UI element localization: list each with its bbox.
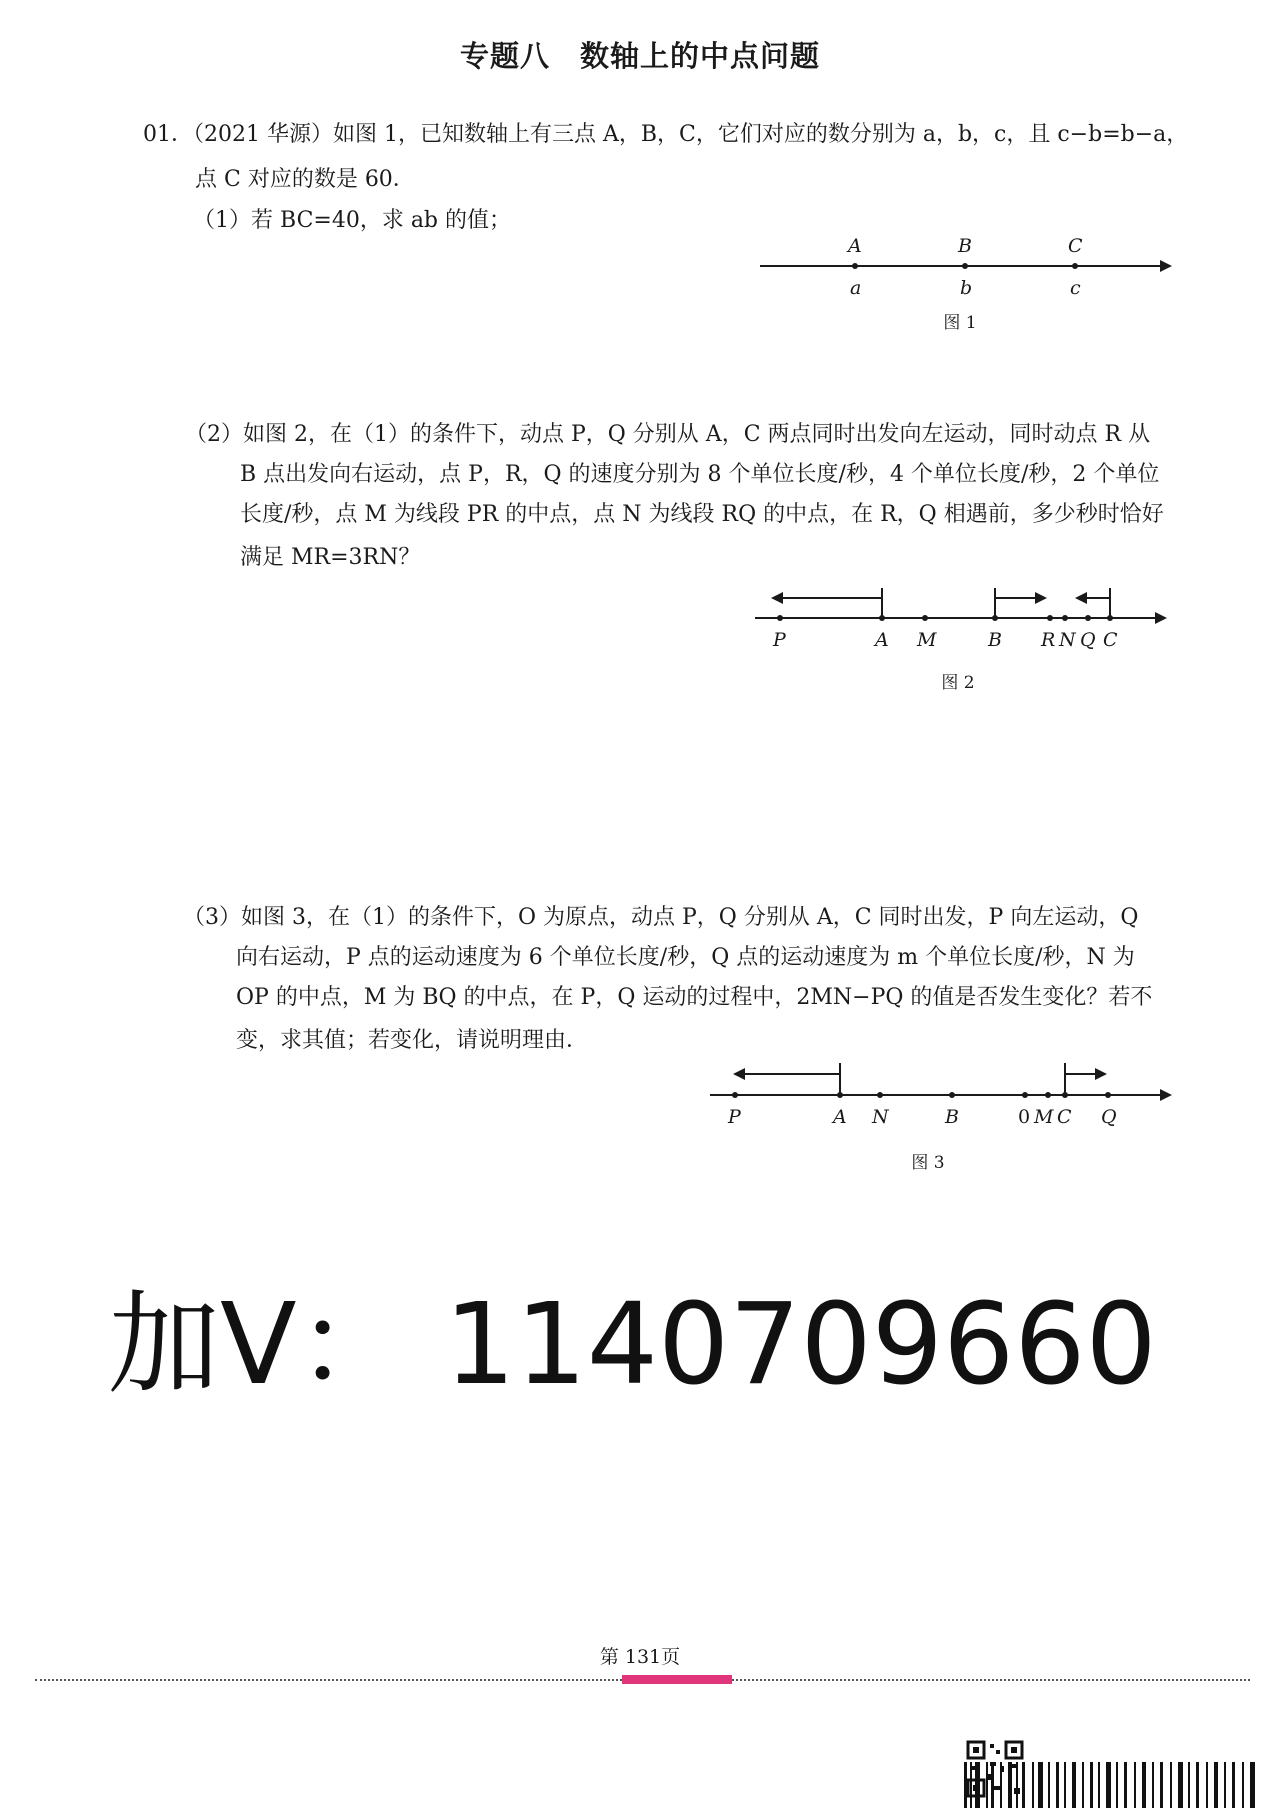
question-intro-line2: 点 C 对应的数是 60． [195, 167, 415, 192]
question-part2-line1: （2）如图 2，在（1）的条件下，动点 P，Q 分别从 A，C 两点同时出发向左运动，同时动点 R 从 [185, 422, 1151, 447]
figure2-arrow-right-r [1035, 592, 1047, 604]
figure2-label-c: C [1103, 629, 1118, 651]
figure2-label-r: R [1041, 629, 1056, 651]
figure1-value-a: a [850, 277, 862, 299]
page-title: 专题八 数轴上的中点问题 [459, 39, 820, 73]
question-part2-line4: 满足 MR=3RN？ [240, 545, 421, 570]
figure2-arrow-left-q [1075, 592, 1087, 604]
figure2-label-b: B [988, 629, 1002, 651]
figure3-number-line [700, 1057, 1180, 1142]
figure1-point-c [1072, 263, 1078, 269]
figure3-arrow-right-q [1095, 1068, 1107, 1080]
question-part3-line4: 变，求其值；若变化，请说明理由． [236, 1028, 589, 1053]
figure1-point-b [962, 263, 968, 269]
question-part3-line3: OP 的中点，M 为 BQ 的中点，在 P，Q 运动的过程中，2MN−PQ 的值是否发生变化？若不 [236, 985, 1153, 1010]
figure2-number-line [745, 580, 1175, 660]
figure2-label-a: A [875, 629, 889, 651]
footer-accent-bar [622, 1675, 732, 1684]
figure2-caption: 图 2 [941, 673, 975, 693]
figure3-label-p: P [728, 1106, 741, 1128]
figure3-label-a: A [833, 1106, 847, 1128]
question-intro-line1: 01．（2021 华源）如图 1，已知数轴上有三点 A，B，C，它们对应的数分别为 a，b，c，且 c−b=b−a， [143, 122, 1189, 147]
question-part2-line2: B 点出发向右运动，点 P，R，Q 的速度分别为 8 个单位长度/秒，4 个单位长度/秒，2 个单位 [240, 462, 1160, 487]
page-number: 第 131页 [599, 1646, 681, 1668]
figure3-label-c: C [1057, 1106, 1072, 1128]
figure2-label-n: N [1059, 629, 1076, 651]
figure1-label-b: B [958, 235, 972, 257]
figure2-label-p: P [773, 629, 786, 651]
figure3-caption: 图 3 [911, 1153, 945, 1173]
figure2-arrow-left-p [771, 592, 783, 604]
promo-contact-text: 加V： 1140709660 [108, 1280, 1157, 1410]
figure2-label-q: Q [1080, 629, 1096, 651]
question-part3-line1: （3）如图 3，在（1）的条件下，O 为原点，动点 P，Q 分别从 A，C 同时出发，P 向左运动，Q [183, 905, 1139, 930]
figure3-label-b: B [945, 1106, 959, 1128]
figure1-label-c: C [1068, 235, 1083, 257]
figure1-value-b: b [960, 277, 973, 299]
question-part2-line3: 长度/秒，点 M 为线段 PR 的中点，点 N 为线段 RQ 的中点，在 R，Q 相遇前，多少秒时恰好 [240, 502, 1164, 527]
figure3-arrow-left-p [733, 1068, 745, 1080]
question-part3-line2: 向右运动，P 点的运动速度为 6 个单位长度/秒，Q 点的运动速度为 m 个单位长度/秒，N 为 [236, 945, 1135, 970]
figure1-value-c: c [1070, 277, 1081, 299]
figure3-label-origin: 0 [1018, 1106, 1031, 1128]
figure3-label-n: N [872, 1106, 889, 1128]
figure1-caption: 图 1 [943, 313, 977, 333]
figure3-label-q: Q [1101, 1106, 1117, 1128]
figure3-label-m: M [1034, 1106, 1054, 1128]
figure1-label-a: A [848, 235, 862, 257]
barcode [964, 1762, 1264, 1808]
figure1-point-a [852, 263, 858, 269]
question-part1: （1）若 BC=40，求 ab 的值； [193, 208, 512, 233]
figure2-label-m: M [917, 629, 937, 651]
